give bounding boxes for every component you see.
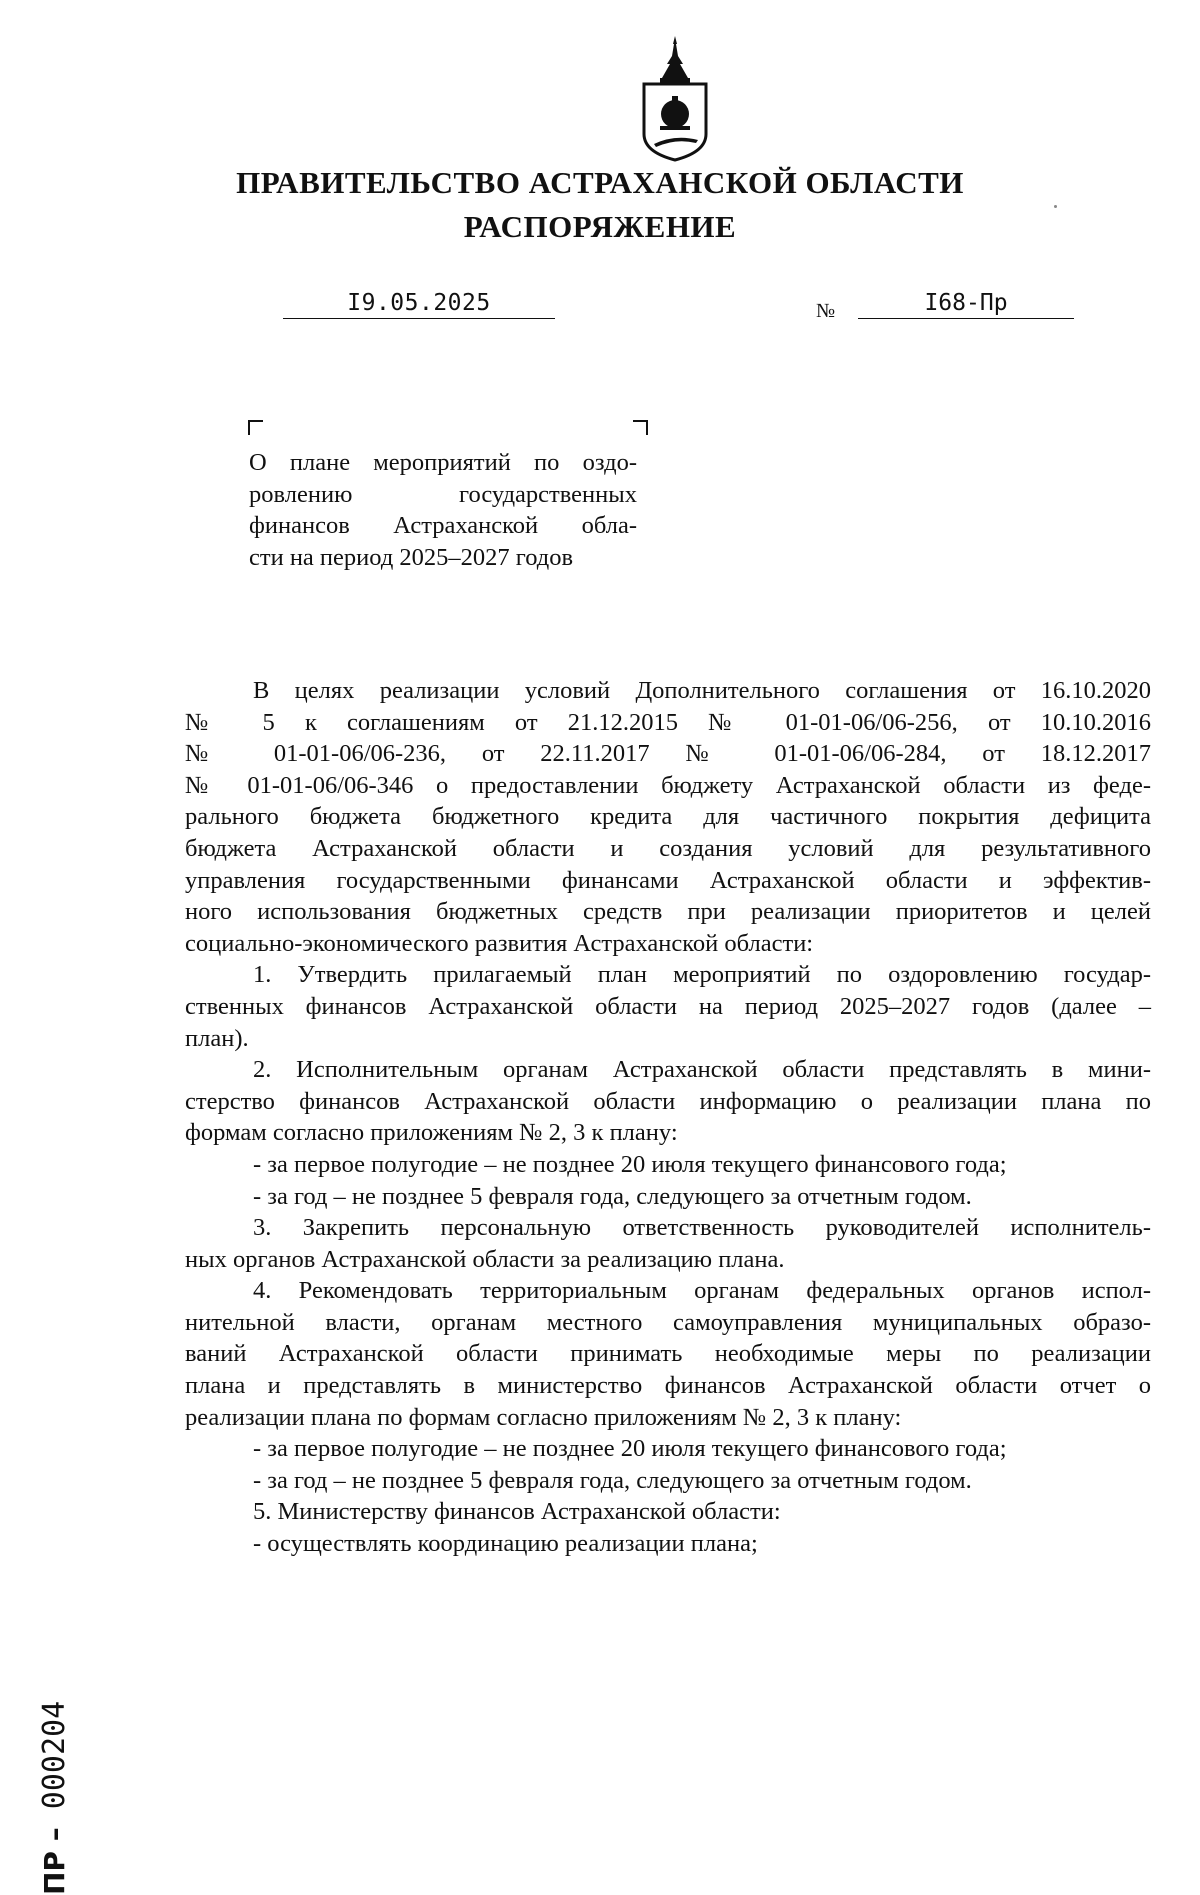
document-type: РАСПОРЯЖЕНИЕ — [463, 209, 737, 244]
document-date: I9.05.2025 — [283, 288, 555, 319]
body-line: - за год – не позднее 5 февраля года, следующего за отчетным годом. — [253, 1466, 972, 1494]
body-line: план). — [185, 1024, 249, 1052]
body-line: 3. Закрепить персональную ответственность руководителей исполнитель- — [253, 1214, 1151, 1242]
body-line: 5. Министерству финансов Астраханской области: — [253, 1498, 781, 1526]
subject-line: сти на период 2025–2027 годов — [249, 543, 574, 571]
body-line: № 01-01-06/06-346 о предоставлении бюджету Астраханской области из феде- — [185, 771, 1151, 799]
body-line: реализации плана по формам согласно приложениям № 2, 3 к плану: — [185, 1403, 902, 1431]
body-line: № 5 к соглашениям от 21.12.2015 № 01-01-06/06-256, от 10.10.2016 — [185, 708, 1151, 736]
body-line: - за год – не позднее 5 февраля года, следующего за отчетным годом. — [253, 1182, 972, 1210]
body-line: № 01-01-06/06-236, от 22.11.2017 № 01-01-06/06-284, от 18.12.2017 — [185, 740, 1151, 768]
coat-of-arms-icon — [636, 34, 714, 162]
side-stamp-code: 000204 — [37, 1700, 72, 1810]
number-label: № — [816, 300, 836, 322]
document-number: I68-Пр — [858, 288, 1074, 319]
body-line: - за первое полугодие – не позднее 20 июля текущего финансового года; — [253, 1150, 1007, 1178]
government-title: ПРАВИТЕЛЬСТВО АСТРАХАНСКОЙ ОБЛАСТИ — [236, 165, 964, 200]
body-line: ных органов Астраханской области за реализацию плана. — [185, 1245, 785, 1273]
body-line: ваний Астраханской области принимать необходимые меры по реализации — [185, 1340, 1151, 1368]
body-line: социально-экономического развития Астраханской области: — [185, 929, 814, 957]
body-line: нительной власти, органам местного самоуправления муниципальных образо- — [185, 1308, 1151, 1336]
body-line: рального бюджета бюджетного кредита для частичного покрытия дефицита — [185, 803, 1151, 831]
subject-bracket-right — [633, 420, 648, 435]
body-line: стерство финансов Астраханской области информацию о реализации плана по — [185, 1087, 1151, 1115]
body-line: 2. Исполнительным органам Астраханской области представлять в мини- — [253, 1056, 1151, 1084]
side-stamp — [35, 1535, 75, 1895]
body-line: 4. Рекомендовать территориальным органам федеральных органов испол- — [253, 1277, 1151, 1305]
body-line: формам согласно приложениям № 2, 3 к плану: — [185, 1119, 678, 1147]
body-line: ного использования бюджетных средств при реализации приоритетов и целей — [185, 898, 1151, 926]
document-subject — [249, 447, 637, 573]
body-line: 1. Утвердить прилагаемый план мероприятий по оздоровлению государ- — [253, 961, 1151, 989]
subject-line: О плане мероприятий по оздо- — [249, 449, 637, 476]
body-line: ственных финансов Астраханской области на период 2025–2027 годов (далее – — [185, 992, 1151, 1020]
body-line: управления государственными финансами Астраханской области и эффектив- — [185, 866, 1151, 894]
side-stamp-prefix: ПР – — [38, 1827, 71, 1895]
body-line: В целях реализации условий Дополнительного соглашения от 16.10.2020 — [253, 677, 1151, 704]
body-line: плана и представлять в министерство финансов Астраханской области отчет о — [185, 1372, 1151, 1400]
subject-line: ровлению государственных — [249, 480, 637, 508]
subject-bracket-left — [248, 420, 263, 435]
subject-line: финансов Астраханской обла- — [249, 512, 637, 539]
body-line: бюджета Астраханской области и создания условий для результативного — [185, 834, 1151, 862]
document-body — [185, 675, 1151, 1560]
body-line: - за первое полугодие – не позднее 20 июля текущего финансового года; — [253, 1435, 1007, 1463]
body-line: - осуществлять координацию реализации плана; — [253, 1530, 758, 1558]
